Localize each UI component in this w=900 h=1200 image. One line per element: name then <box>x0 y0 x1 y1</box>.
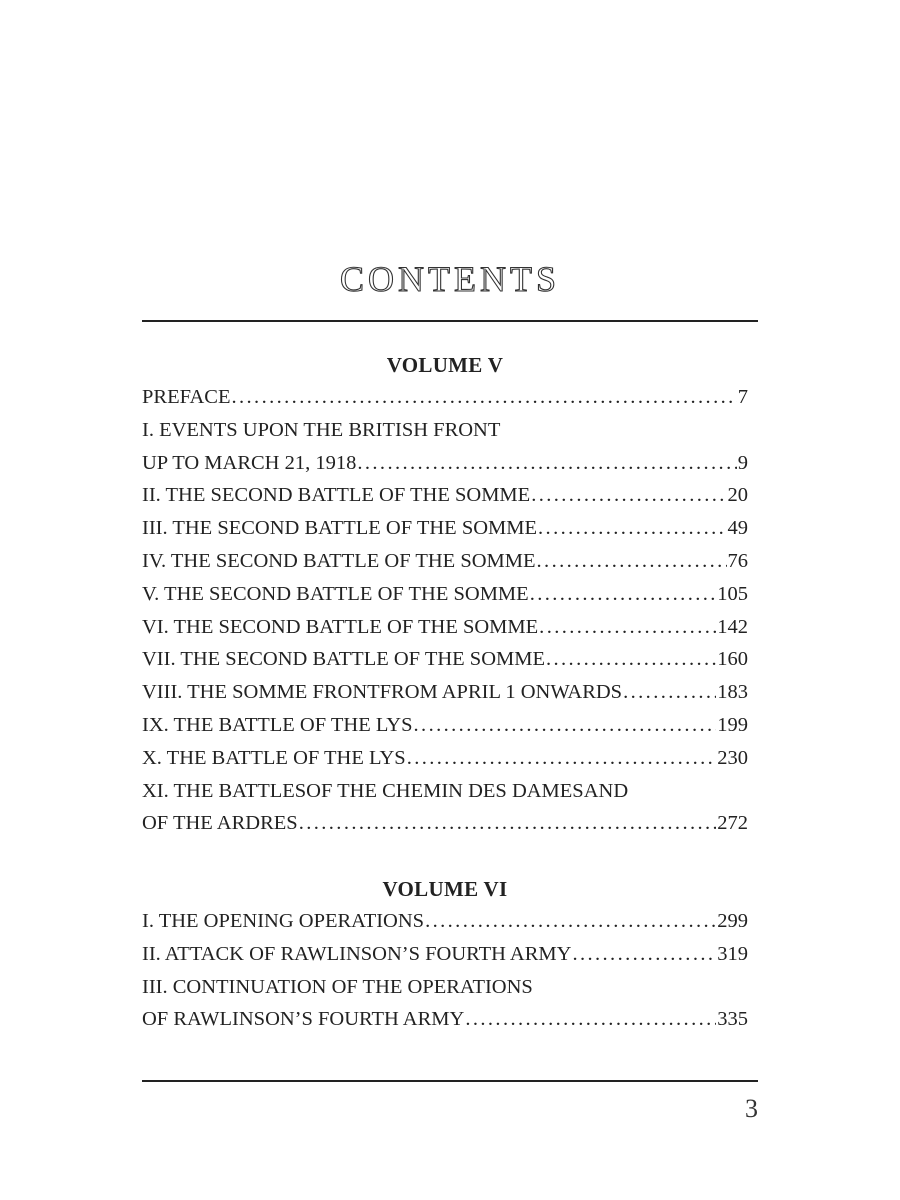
toc-entry-page: 160 <box>717 648 748 671</box>
toc-entry <box>142 807 748 840</box>
volume-heading: VOLUME V <box>386 353 504 377</box>
toc-entry <box>142 742 748 775</box>
toc-entry-page: 183 <box>717 681 748 704</box>
dot-leader <box>530 578 717 611</box>
volume-vi-section <box>142 873 748 1036</box>
toc-entry <box>142 643 748 676</box>
dot-leader <box>531 479 726 512</box>
dot-leader <box>425 905 716 938</box>
toc-entry <box>142 381 748 414</box>
toc-entry <box>142 611 748 644</box>
toc-entry-title: II. THE SECOND BATTLE OF THE SOMME <box>142 484 531 507</box>
contents-title: CONTENTS <box>340 259 560 299</box>
toc-entry <box>142 676 748 709</box>
toc-entry-title: XI. THE BATTLESOF THE CHEMIN DES DAMESAND <box>142 779 629 802</box>
toc-entry-title: OF RAWLINSON’S FOURTH ARMY <box>142 1008 465 1031</box>
toc-entry <box>142 414 748 447</box>
dot-leader <box>407 742 717 775</box>
toc-entry <box>142 578 748 611</box>
toc-entry <box>142 905 748 938</box>
dot-leader <box>465 1003 716 1036</box>
dot-leader <box>572 938 716 971</box>
toc-entry-title: VII. THE SECOND BATTLE OF THE SOMME <box>142 648 545 671</box>
toc-entry <box>142 447 748 480</box>
toc-entry-title: IX. THE BATTLE OF THE LYS <box>142 713 413 736</box>
toc-entry <box>142 938 748 971</box>
toc-entry <box>142 709 748 742</box>
toc-entry-page: 142 <box>717 615 748 638</box>
dot-leader <box>546 643 716 676</box>
toc-entry-title: IV. THE SECOND BATTLE OF THE SOMME <box>142 549 536 572</box>
bottom-divider <box>142 1080 758 1082</box>
dot-leader <box>539 611 716 644</box>
toc-entry-page: 230 <box>717 746 748 769</box>
dot-leader <box>357 447 736 480</box>
toc-entry-title: UP TO MARCH 21, 1918 <box>142 451 357 474</box>
toc-entry-title: X. THE BATTLE OF THE LYS <box>142 746 406 769</box>
dot-leader <box>538 512 726 545</box>
toc-entry-title: OF THE ARDRES <box>142 812 298 835</box>
toc-entry <box>142 545 748 578</box>
toc-entry-title: VIII. THE SOMME FRONTFROM APRIL 1 ONWARDS <box>142 681 623 704</box>
toc-entry-page: 9 <box>737 451 748 474</box>
toc-entry <box>142 775 748 808</box>
toc-entry-page: 49 <box>727 517 748 540</box>
dot-leader <box>414 709 717 742</box>
toc-entry-page: 7 <box>737 386 748 408</box>
toc-entry <box>142 971 748 1004</box>
toc-entry-page: 299 <box>717 910 748 932</box>
toc-entry-page: 272 <box>717 812 748 835</box>
toc-entry-title: II. ATTACK OF RAWLINSON’S FOURTH ARMY <box>142 942 572 965</box>
toc-entry <box>142 512 748 545</box>
toc-entry <box>142 1003 748 1036</box>
dot-leader <box>231 381 736 414</box>
toc-entry-page: 76 <box>727 549 748 572</box>
toc-entry-title: VI. THE SECOND BATTLE OF THE SOMME <box>142 615 539 638</box>
toc-entry-page: 335 <box>717 1008 748 1031</box>
dot-leader <box>537 545 727 578</box>
toc-entry <box>142 479 748 512</box>
top-divider <box>142 320 758 322</box>
toc-entry-title: V. THE SECOND BATTLE OF THE SOMME <box>142 582 529 605</box>
volume-v-section <box>142 349 748 840</box>
toc-entry-title: I. THE OPENING OPERATIONS <box>142 910 425 932</box>
toc-entry-title: III. THE SECOND BATTLE OF THE SOMME <box>142 517 538 540</box>
dot-leader <box>299 807 717 840</box>
dot-leader <box>623 676 716 709</box>
toc-entry-title: III. CONTINUATION OF THE OPERATIONS <box>142 975 533 998</box>
page-number: 3 <box>745 1094 758 1123</box>
toc-entry-title: PREFACE <box>142 386 231 408</box>
toc-entry-page: 20 <box>727 484 748 507</box>
toc-entry-page: 199 <box>717 713 748 736</box>
volume-heading: VOLUME VI <box>382 877 508 901</box>
toc-entry-page: 319 <box>717 942 748 965</box>
toc-entry-page: 105 <box>717 582 748 605</box>
toc-entry-title: I. EVENTS UPON THE BRITISH FRONT <box>142 418 501 441</box>
